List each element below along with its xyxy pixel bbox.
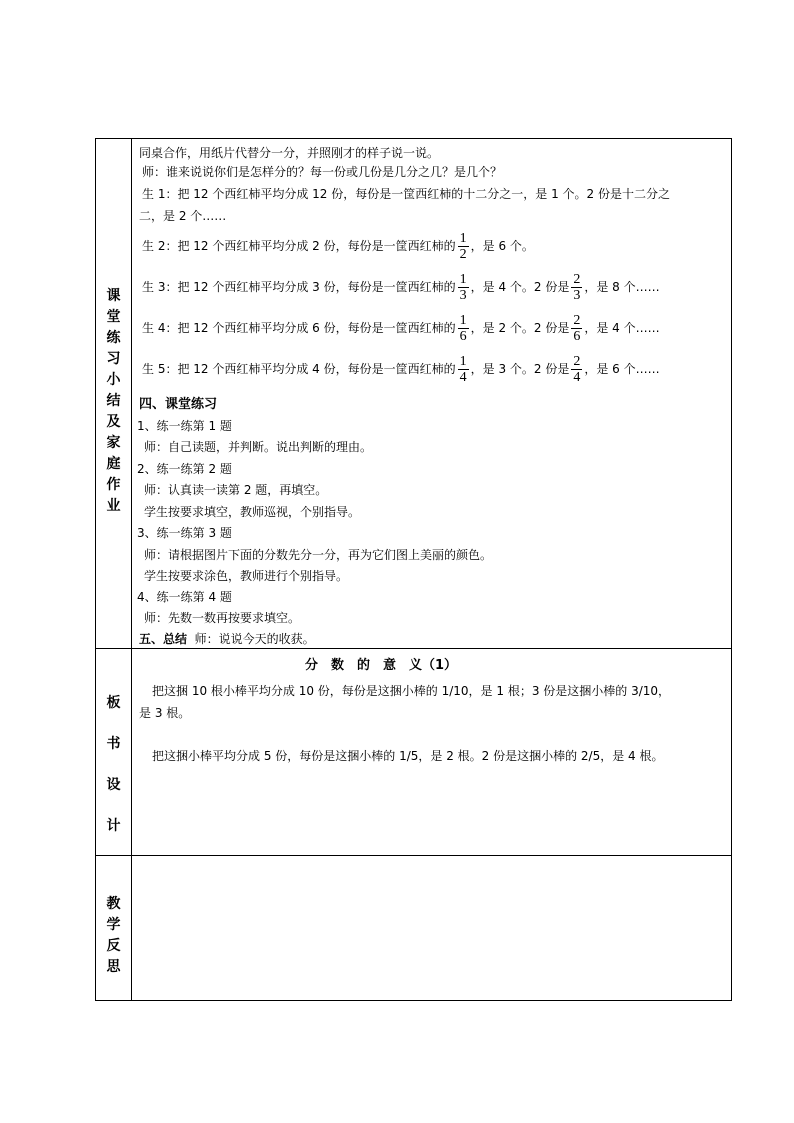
label-char: 堂 [106,309,121,325]
line-text: 生 2：把 12 个西红柿平均分成 2 份，每份是一筐西红柿的 [142,239,456,253]
numerator: 2 [573,354,581,369]
numerator: 1 [459,272,467,287]
label-char: 及 [106,414,121,430]
label-char: 思 [106,959,121,975]
student-3-line [142,272,660,303]
student-5-line [142,354,660,385]
section-heading: 五、总结 [139,632,188,646]
label-char: 反 [106,938,121,954]
line-text: ，是 4 个。2 份是 [470,280,570,294]
line-text: ，是 6 个。 [470,239,534,253]
label-char: 作 [106,477,121,493]
label-char: 学 [106,917,121,933]
practice-label [96,139,132,648]
line-text: ，是 4 个…… [584,321,660,335]
text-line: 师：先数一数再按要求填空。 [144,611,301,625]
blackboard-row [96,649,731,856]
text-line: 师：认真读一读第 2 题，再填空。 [144,483,328,497]
reflection-label [96,856,132,1000]
fraction [571,272,582,303]
label-char: 结 [106,393,121,409]
numerator: 1 [459,354,467,369]
label-char: 书 [106,736,121,752]
denominator: 3 [573,288,581,303]
fraction [458,313,469,344]
text-line: 学生按要求涂色，教师进行个别指导。 [144,569,349,583]
denominator: 4 [459,370,467,385]
text-line: 生 1：把 12 个西红柿平均分成 12 份，每份是一筐西红柿的十二分之一，是 1 个。2 份是十二分之 [142,187,670,201]
text-line: 师：谁来说说你们是怎样分的？每一份或几份是几分之几？是几个？ [142,165,503,179]
text-line: 师：自己读题，并判断。说出判断的理由。 [144,440,373,454]
text-line: 二，是 2 个…… [139,209,227,223]
fraction [571,313,582,344]
summary-text: 师：说说今天的收获。 [194,632,315,646]
text-line: 把这捆小棒平均分成 5 份，每份是这捆小棒的 1/5，是 2 根。2 份是这捆小棒的 2/5，是 4 根。 [152,749,664,763]
fraction [458,272,469,303]
text-line: 学生按要求填空，教师巡视，个别指导。 [144,505,361,519]
label-char: 板 [106,695,121,711]
denominator: 6 [459,329,467,344]
line-text: ，是 2 个。2 份是 [470,321,570,335]
student-2-line [142,231,534,262]
line-text: ，是 8 个…… [584,280,660,294]
text-line: 1、练一练第 1 题 [137,419,232,433]
label-char: 家 [106,435,121,451]
board-title: 分 数 的 意 义（1） [305,658,458,673]
denominator: 6 [573,329,581,344]
fraction [458,354,469,385]
denominator: 2 [459,247,467,262]
line-text: ，是 6 个…… [584,362,660,376]
fraction [571,354,582,385]
text-line: 3、练一练第 3 题 [137,526,232,540]
label-char: 业 [106,498,121,514]
denominator: 4 [573,370,581,385]
line-text: 生 3：把 12 个西红柿平均分成 3 份，每份是一筐西红柿的 [142,280,456,294]
label-char: 计 [106,818,121,834]
line-text: 生 4：把 12 个西红柿平均分成 6 份，每份是一筐西红柿的 [142,321,456,335]
text-line: 是 3 根。 [139,706,191,720]
numerator: 2 [573,313,581,328]
practice-content [132,139,731,648]
numerator: 1 [459,313,467,328]
label-char: 教 [106,896,121,912]
label-char: 课 [106,288,121,304]
line-text: ，是 3 个。2 份是 [470,362,570,376]
blackboard-label [96,649,132,855]
text-line: 4、练一练第 4 题 [137,590,232,604]
label-char: 练 [106,330,121,346]
lesson-table [95,138,732,1001]
section-heading: 四、课堂练习 [139,397,218,412]
text-line: 同桌合作，用纸片代替分一分，并照刚才的样子说一说。 [139,146,440,160]
label-char: 小 [106,372,121,388]
reflection-content[interactable] [132,856,731,1000]
label-char: 庭 [106,456,121,472]
line-text: 生 5：把 12 个西红柿平均分成 4 份，每份是一筐西红柿的 [142,362,456,376]
fraction [458,231,469,262]
summary-line [139,631,315,647]
practice-row [96,139,731,649]
label-char: 设 [106,777,121,793]
reflection-row [96,856,731,1000]
numerator: 1 [459,231,467,246]
text-line: 把这捆 10 根小棒平均分成 10 份，每份是这捆小棒的 1/10，是 1 根；3 份是这捆小棒的 3/10， [152,684,671,698]
label-char: 习 [106,351,121,367]
text-line: 师：请根据图片下面的分数先分一分，再为它们图上美丽的颜色。 [144,548,493,562]
blackboard-content [132,649,731,855]
text-line: 2、练一练第 2 题 [137,462,232,476]
denominator: 3 [459,288,467,303]
student-4-line [142,313,660,344]
numerator: 2 [573,272,581,287]
